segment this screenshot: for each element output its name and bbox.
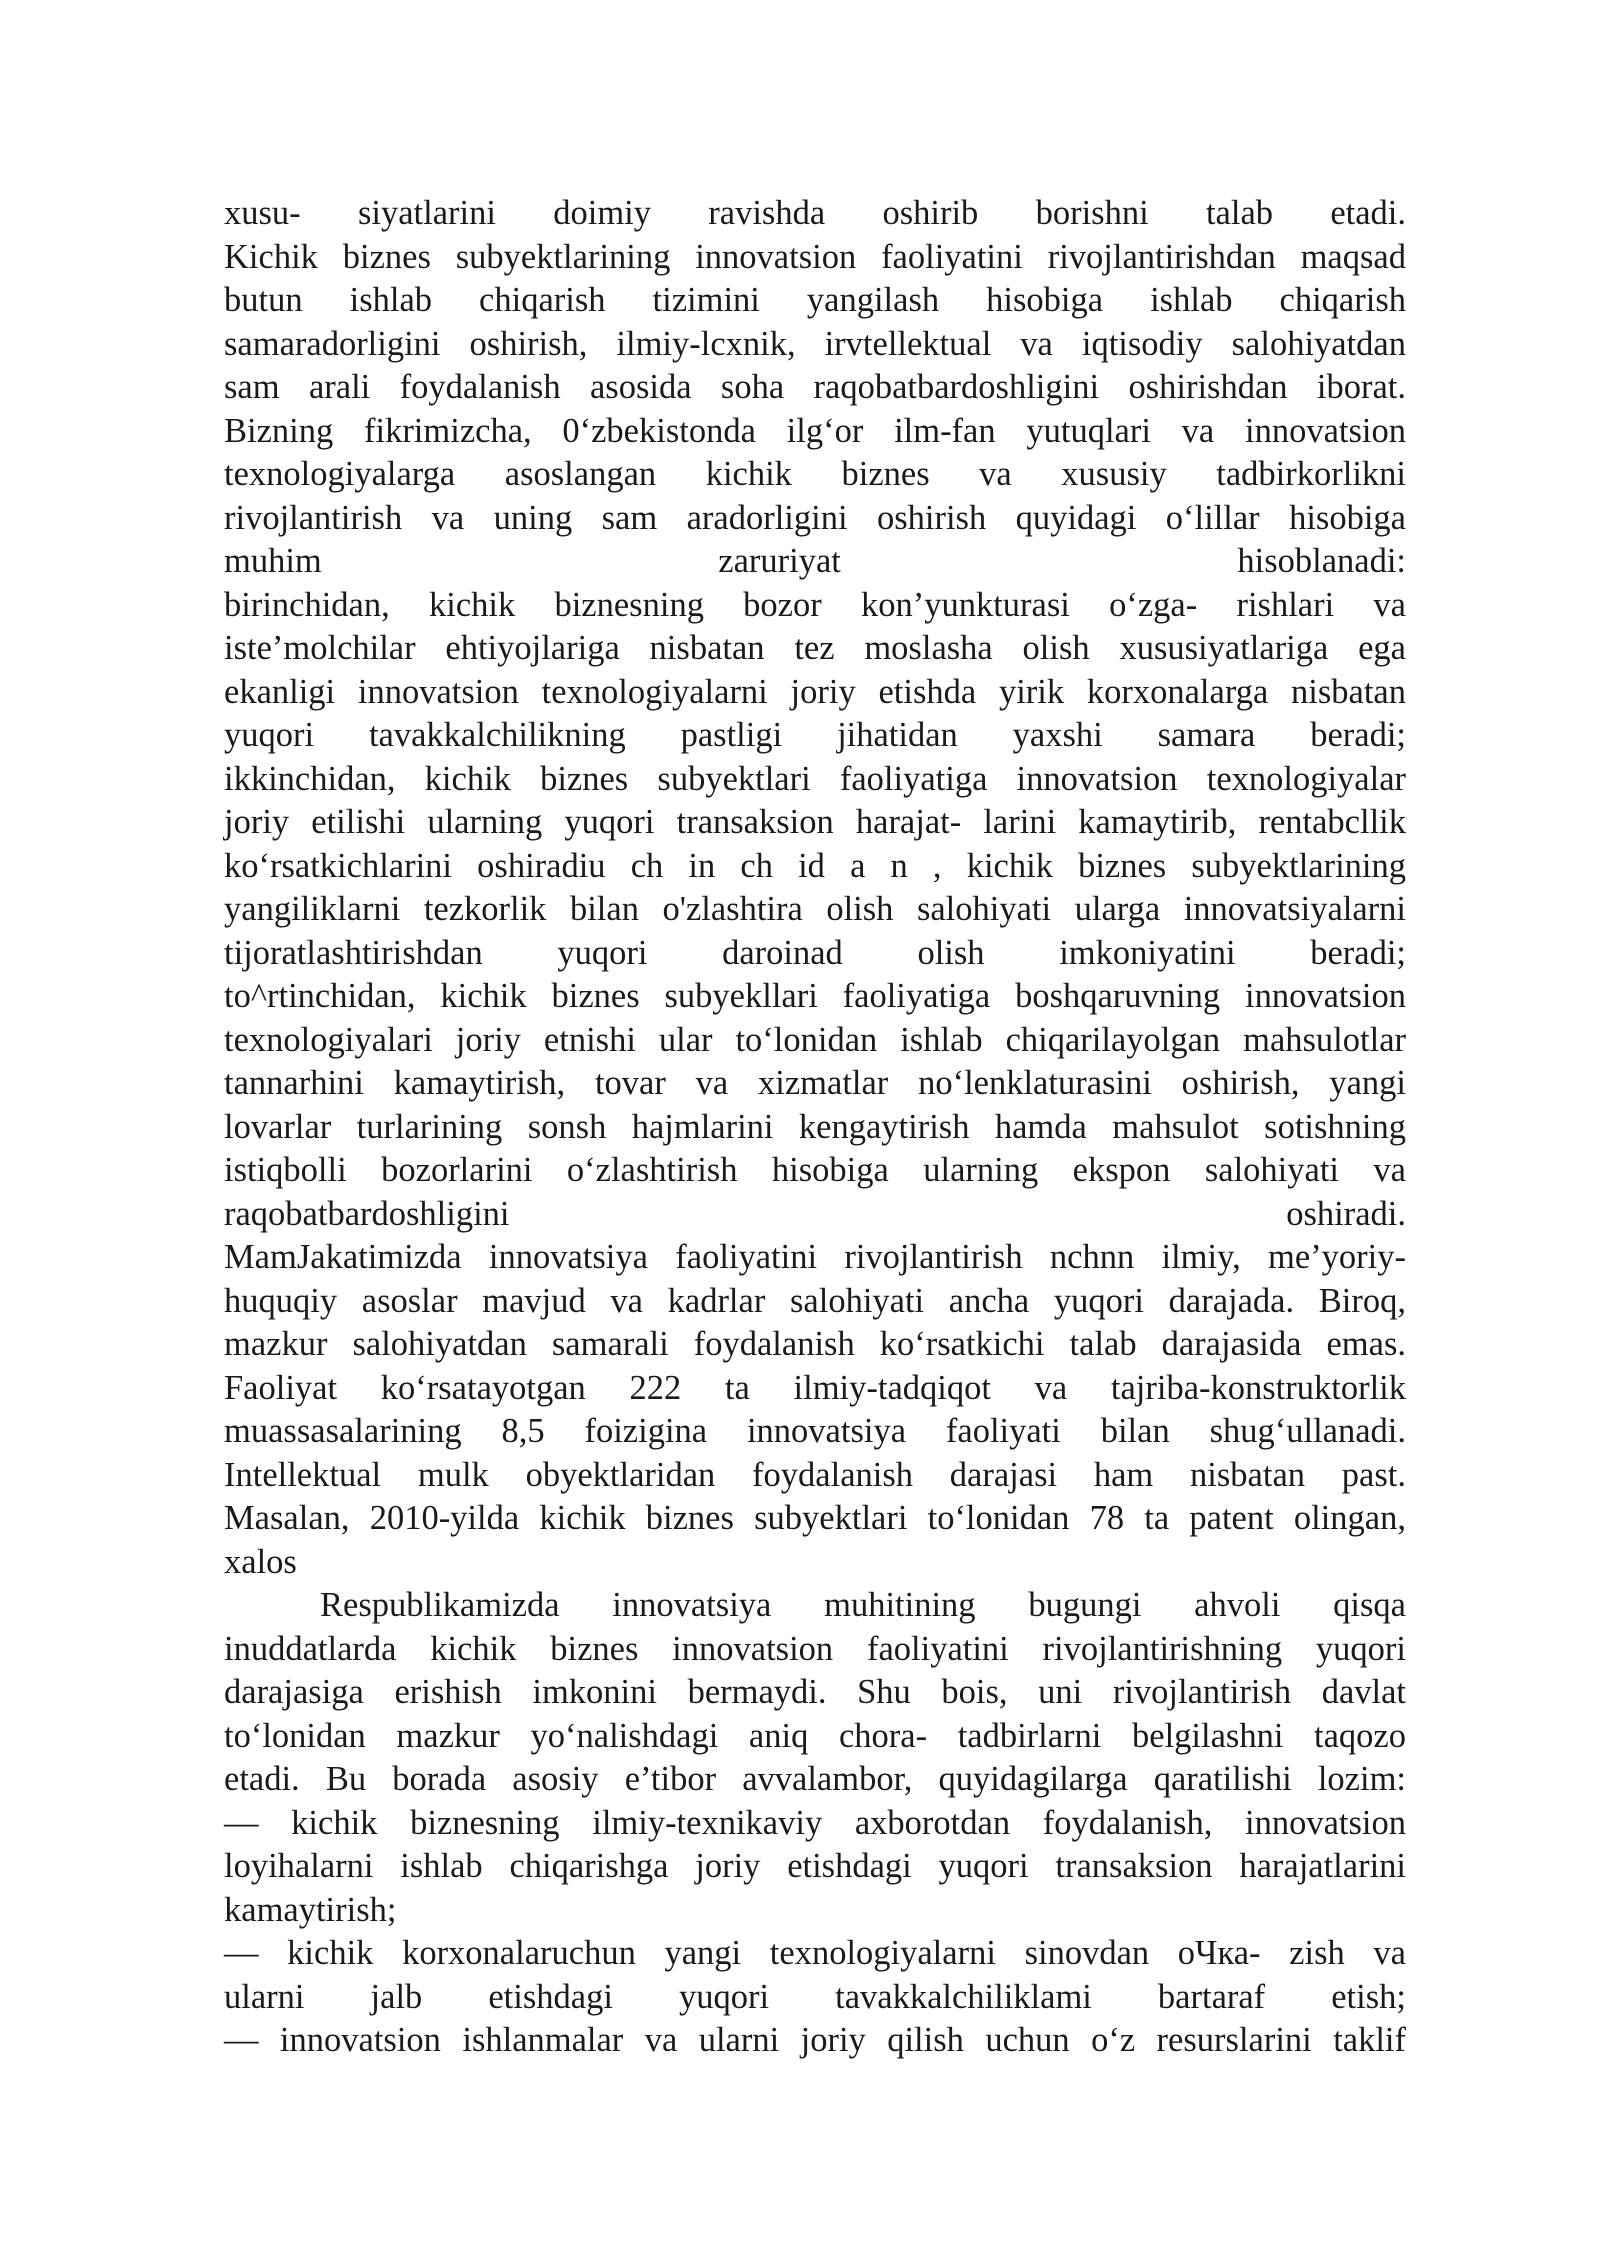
text-line: rivojlantirish va uning sam aradorligini oshirish quyidagi o‘lillar hisobiga [224, 498, 1406, 537]
text-line: kamaytirish; [224, 1890, 397, 1929]
text-line: huquqiy asoslar mavjud va kadrlar salohiyati ancha yuqori darajada. Biroq, [224, 1281, 1406, 1320]
text-line: xusu- siyatlarini doimiy ravishda oshirib borishni talab etadi. [224, 194, 1406, 232]
text-line: darajasiga erishish imkonini bermaydi. Shu bois, uni rivojlantirish davlat [224, 1673, 1406, 1711]
text-line: ikkinchidan, kichik biznes subyektlari faoliyatiga innovatsion texnologiyalar [224, 759, 1406, 798]
text-line: yuqori tavakkalchilikning pastligi jihatidan yaxshi samara beradi; [224, 716, 1406, 754]
text-line: joriy etilishi ularning yuqori transaksion harajat- larini kamaytirib, rentabcllik [224, 803, 1406, 841]
text-line: muassasalarining 8,5 foizigina innovatsiya faoliyati bilan shug‘ullanadi. [224, 1412, 1406, 1450]
text-line: MamJakatimizda innovatsiya faoliyatini rivojlantirish nchnn ilmiy, me’yoriy- [224, 1238, 1406, 1276]
text-line: sam arali foydalanish asosida soha raqobatbardoshligini oshirishdan iborat. [224, 368, 1406, 406]
text-line: iste’molchilar ehtiyojlariga nisbatan tez moslasha olish xususiyatlariga ega [224, 629, 1406, 667]
document-body [224, 192, 1406, 2063]
text-line: butun ishlab chiqarish tizimini yangilash hisobiga ishlab chiqarish [224, 281, 1406, 319]
text-line: Intellektual mulk obyektlaridan foydalanish darajasi ham nisbatan past. [224, 1455, 1406, 1494]
text-line: texnologiyalarga asoslangan kichik biznes va xususiy tadbirkorlikni [224, 455, 1406, 493]
text-line: tannarhini kamaytirish, tovar va xizmatlar no‘lenklaturasini oshirish, yangi [224, 1064, 1406, 1102]
text-line: samaradorligini oshirish, ilmiy-lcxnik, irvtellektual va iqtisodiy salohiyatdan [224, 324, 1406, 363]
text-line: xalos [224, 1542, 297, 1581]
text-line: Faoliyat ko‘rsatayotgan 222 ta ilmiy-tadqiqot va tajriba-konstruktorlik [224, 1368, 1406, 1407]
text-line: tijoratlashtirishdan yuqori daroinad olish imkoniyatini beradi; [224, 933, 1406, 972]
text-line: inuddatlarda kichik biznes innovatsion faoliyatini rivojlantirishning yuqori [224, 1629, 1406, 1668]
text-line: etadi. Bu borada asosiy e’tibor avvalambor, quyidagilarga qaratilishi lozim: [224, 1760, 1406, 1798]
text-line: Kichik biznes subyektlarining innovatsion faoliyatini rivojlantirishdan maqsad [224, 237, 1406, 276]
text-line: Bizning fikrimizcha, 0‘zbekistonda ilg‘or ilm-fan yutuqlari va innovatsion [224, 411, 1406, 450]
text-line: ekanligi innovatsion texnologiyalarni joriy etishda yirik korxonalarga nisbatan [224, 672, 1406, 711]
text-line: raqobatbardoshligini oshiradi. [224, 1194, 1406, 1233]
text-line: yangiliklarni tezkorlik bilan o'zlashtira olish salohiyati ularga innovatsiyalarni [224, 890, 1406, 928]
text-line: birinchidan, kichik biznesning bozor kon’yunkturasi o‘zga- rishlari va [224, 585, 1406, 624]
text-line: lovarlar turlarining sonsh hajmlarini kengaytirish hamda mahsulot sotishning [224, 1107, 1406, 1146]
text-line: to^rtinchidan, kichik biznes subyekllari faoliyatiga boshqaruvning innovatsion [224, 977, 1406, 1015]
text-line: muhim zaruriyat hisoblanadi: [224, 542, 1406, 580]
text-line: mazkur salohiyatdan samarali foydalanish ko‘rsatkichi talab darajasida emas. [224, 1325, 1406, 1363]
text-line: Respublikamizda innovatsiya muhitining bugungi ahvoli qisqa [320, 1586, 1406, 1624]
text-line: texnologiyalari joriy etnishi ular to‘lonidan ishlab chiqarilayolgan mahsulotlar [224, 1020, 1406, 1059]
text-line: ularni jalb etishdagi yuqori tavakkalchiliklami bartaraf etish; [224, 1977, 1406, 2016]
text-line: — kichik korxonalaruchun yangi texnologiyalarni sinovdan oЧка- zish va [224, 1934, 1406, 1972]
text-line: — innovatsion ishlanmalar va ularni joriy qilish uchun o‘z resurslarini taklif [224, 2021, 1406, 2059]
text-line: to‘lonidan mazkur yo‘nalishdagi aniq chora- tadbirlarni belgilashni taqozo [224, 1716, 1406, 1755]
text-line: — kichik biznesning ilmiy-texnikaviy axborotdan foydalanish, innovatsion [224, 1803, 1406, 1842]
text-line: ko‘rsatkichlarini oshiradiu ch in ch id a n , kichik biznes subyektlarining [224, 846, 1406, 885]
text-line: Masalan, 2010-yilda kichik biznes subyektlari to‘lonidan 78 ta patent olingan, [224, 1499, 1406, 1537]
text-line: loyihalarni ishlab chiqarishga joriy etishdagi yuqori transaksion harajatlarini [224, 1847, 1406, 1885]
text-line: istiqbolli bozorlarini o‘zlashtirish hisobiga ularning ekspon salohiyati va [224, 1151, 1406, 1189]
